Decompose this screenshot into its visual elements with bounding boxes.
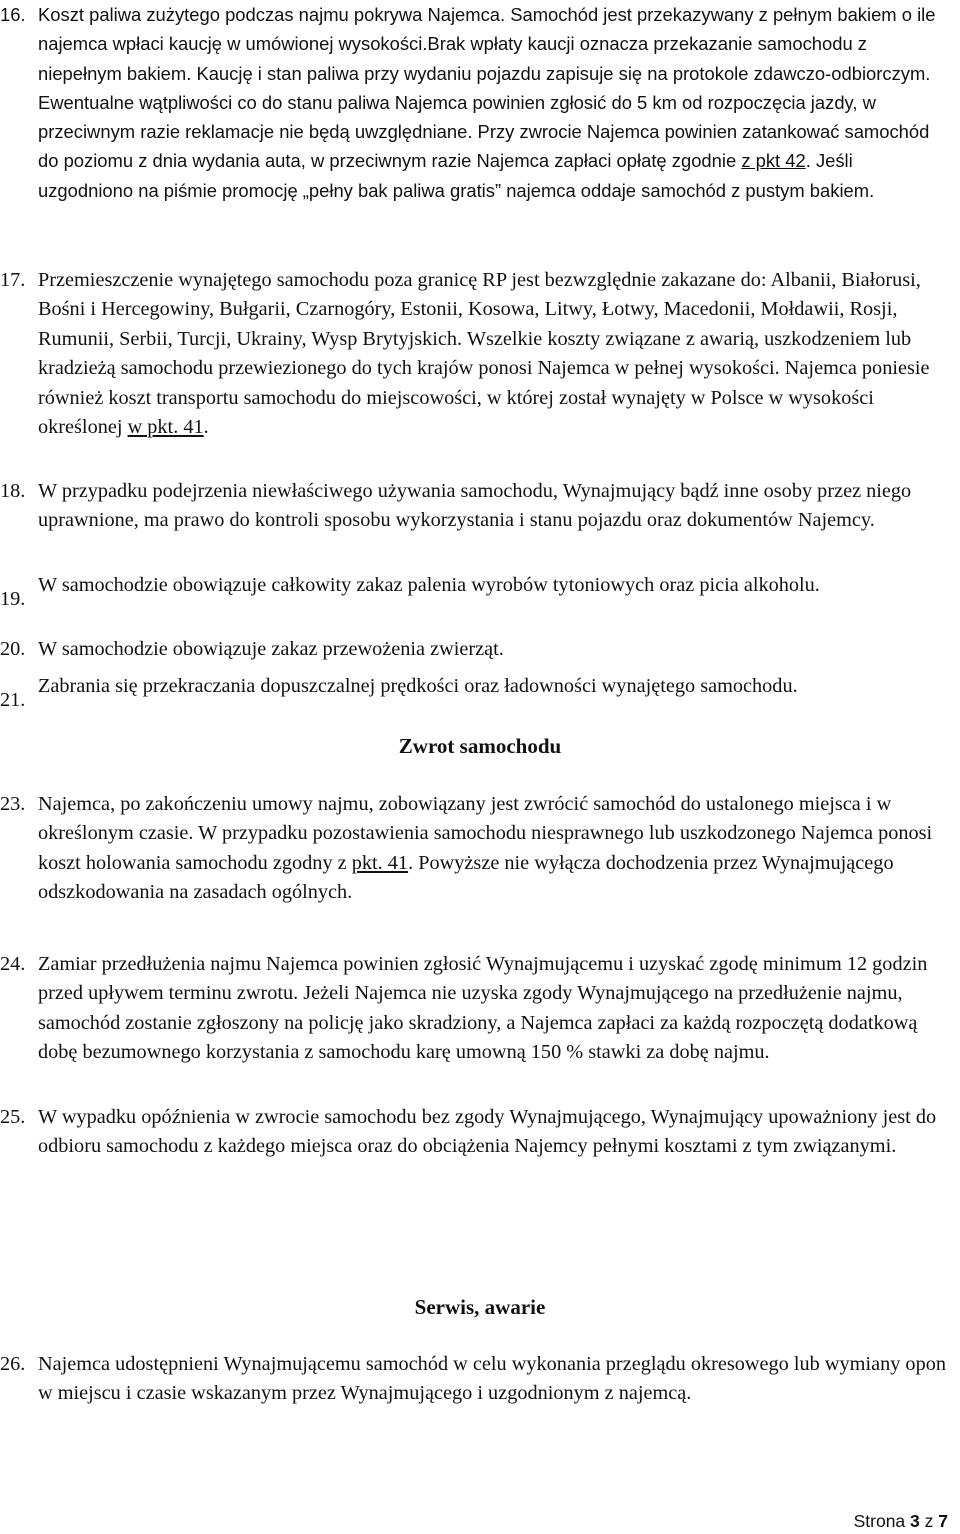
list-item-17 — [0, 266, 952, 442]
list-item-19 — [0, 571, 952, 610]
footer-label: Strona — [853, 1511, 906, 1531]
footer-separator: z — [924, 1511, 934, 1531]
item-number: 21. — [0, 689, 26, 711]
item-number: 17. — [0, 269, 26, 291]
item-text: W samochodzie obowiązuje zakaz przewożenia zwierząt. — [38, 638, 504, 660]
list-item-25 — [0, 1103, 952, 1162]
item-text: Zabrania się przekraczania dopuszczalnej prędkości oraz ładowności wynajętego samochodu. — [38, 675, 798, 697]
list-item-16 — [0, 0, 952, 205]
section-heading-service: Serwis, awarie — [414, 1295, 546, 1319]
item-text — [38, 790, 952, 908]
list-item-23 — [0, 790, 952, 908]
item-text: Najemca udostępnieni Wynajmującemu samochód w celu wykonania przeglądu okresowego lub wymiany opon w miejscu i czasie wskazanym przez Wynajmującego i uzgodnionym z najemcą. — [38, 1353, 946, 1405]
item-number: 19. — [0, 588, 26, 610]
item-text-part: Przemieszczenie wynajętego samochodu poza granicę RP jest bezwzględnie zakazane do: Albanii, Białorusi, Bośni i Hercegowiny, Bułgarii, Czarnogóry, Estonii, Kosowa, Litwy, Łotwy, Macedonii, Mołdawii, Rosji, Rumunii, Serbii, Turcji, Ukrainy, Wysp Brytyjskich. Wszelkie koszty związane z awarią, uszkodzeniem lub kradzieżą samochodu przewiezionego do tych krajów ponosi Najemca w pełnej wysokości. Najemca poniesie również koszt transportu samochodu do miejscowości, w której został wynajęty w Polsce w wysokości określonej — [38, 269, 930, 439]
page-number-footer — [854, 1511, 948, 1532]
item-text-part: . — [203, 416, 209, 439]
list-item-20 — [0, 635, 952, 664]
item-text — [38, 266, 952, 442]
list-item-21 — [0, 672, 952, 711]
list-item-18 — [0, 477, 952, 536]
list-item-26 — [0, 1350, 952, 1409]
item-number: 16. — [0, 4, 26, 25]
cross-reference-link[interactable]: pkt. 41 — [351, 851, 409, 874]
item-number: 23. — [0, 793, 26, 815]
item-text: W wypadku opóźnienia w zwrocie samochodu bez zgody Wynajmującego, Wynajmujący upoważniony jest do odbioru samochodu z każdego miejsca oraz do obciążenia Najemcy pełnymi kosztami z tym związanymi. — [38, 1106, 937, 1158]
footer-current-page: 3 — [910, 1511, 920, 1531]
item-text-part: Koszt paliwa zużytego podczas najmu pokrywa Najemca. Samochód jest przekazywany z pełnym bakiem o ile najemca wpłaci kaucję w umówionej wysokości.Brak wpłaty kaucji oznacza przekazanie samochodu z niepełnym bakiem. Kaucję i stan paliwa przy wydaniu pojazdu zapisuje się na protokole zdawczo-odbiorczym. Ewentualne wątpliwości co do stanu paliwa Najemca powinien zgłosić do 5 km od rozpoczęcia jazdy, w przeciwnym razie reklamacje nie będą uwzględniane. Przy zwrocie Najemca powinien zatankować samochód do poziomu z dnia wydania auta, w przeciwnym razie Najemca zapłaci opłatę zgodnie — [38, 4, 936, 172]
item-text — [38, 0, 952, 205]
item-text: W samochodzie obowiązuje całkowity zakaz palenia wyrobów tytoniowych oraz picia alkoholu. — [38, 574, 820, 596]
item-text-part: . Jeśli uzgodniono na piśmie promocję „pełny bak paliwa gratis” najemca oddaje samochód z pustym bakiem. — [38, 150, 875, 201]
footer-total-pages: 7 — [938, 1511, 948, 1531]
item-number: 20. — [0, 638, 26, 660]
item-text-part: Najemca, po zakończeniu umowy najmu, zobowiązany jest zwrócić samochód do ustalonego miejsca i w określonym czasie. W przypadku pozostawienia samochodu niesprawnego lub uszkodzonego Najemca ponosi koszt holowania samochodu zgodny z — [38, 793, 933, 874]
section-heading-return: Zwrot samochodu — [398, 734, 562, 758]
item-text-part: . Powyższe nie wyłącza dochodzenia przez Wynajmującego odszkodowania na zasadach ogólnych. — [38, 851, 894, 904]
cross-reference-link[interactable]: z pkt 42 — [741, 150, 806, 172]
list-item-24 — [0, 950, 952, 1068]
item-number: 18. — [0, 480, 26, 502]
cross-reference-link[interactable]: w pkt. 41 — [127, 416, 204, 439]
item-text: Zamiar przedłużenia najmu Najemca powinien zgłosić Wynajmującemu i uzyskać zgodę minimum 12 godzin przed upływem terminu zwrotu. Jeżeli Najemca nie uzyska zgody Wynajmującego na przedłużenie najmu, samochód zostanie zgłoszony na policję jako skradziony, a Najemca zapłaci za każdą rozpoczętą dodatkową dobę bezumownego korzystania z samochodu karę umowną 150 % stawki za dobę najmu. — [38, 953, 928, 1064]
item-number: 26. — [0, 1353, 26, 1375]
item-number: 24. — [0, 953, 26, 975]
item-text: W przypadku podejrzenia niewłaściwego używania samochodu, Wynajmujący bądź inne osoby przez niego uprawnione, ma prawo do kontroli sposobu wykorzystania i stanu pojazdu oraz dokumentów Najemcy. — [38, 480, 912, 532]
item-number: 25. — [0, 1106, 26, 1128]
